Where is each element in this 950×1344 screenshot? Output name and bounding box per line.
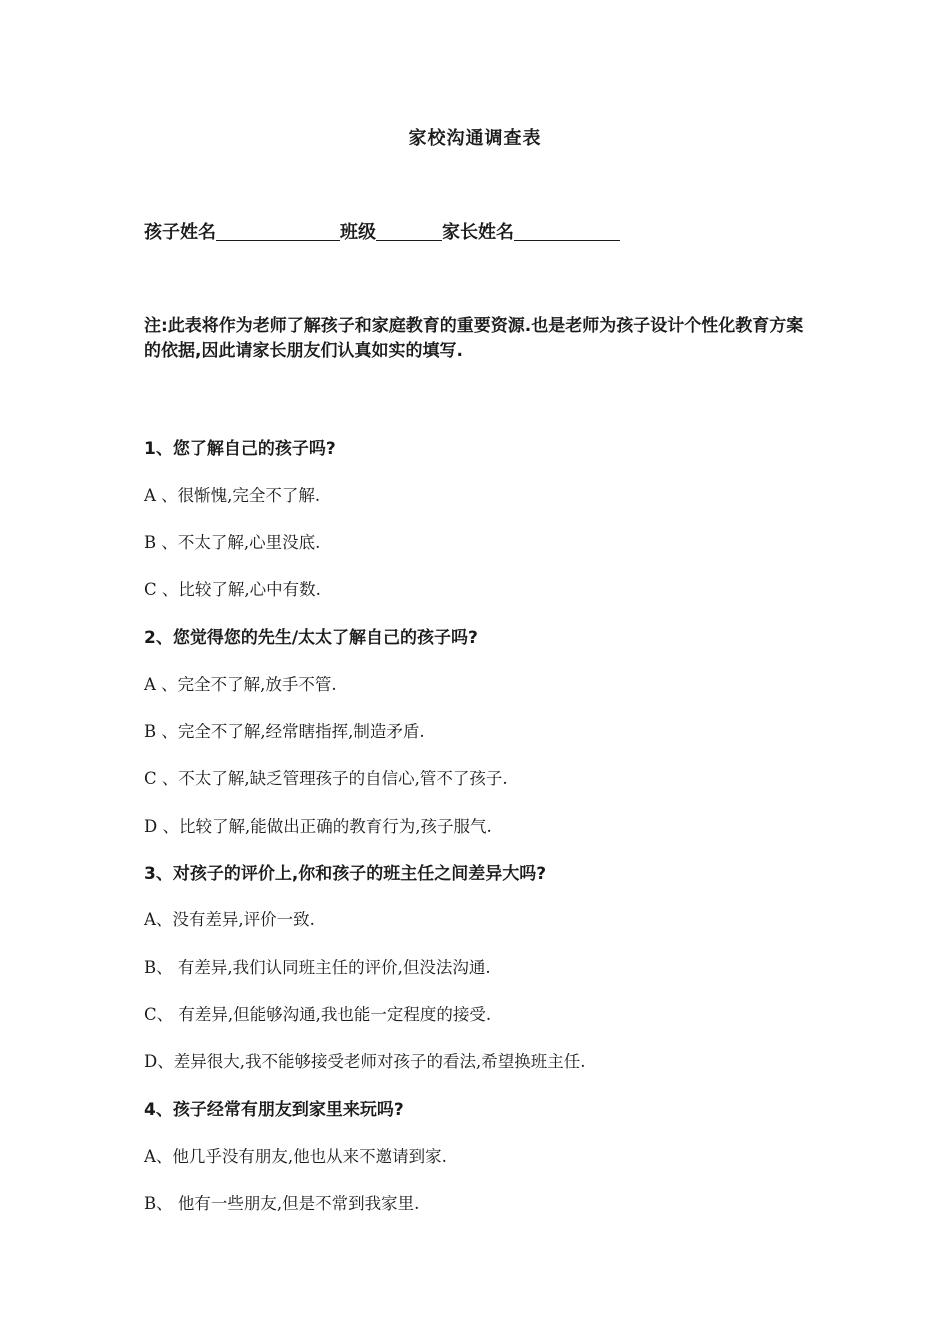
page-title: 家校沟通调查表 (408, 128, 542, 149)
q4-option-b[interactable]: B、 他有一些朋友,但是不常到我家里. (144, 1194, 420, 1213)
child-name-blank[interactable] (216, 220, 340, 241)
q1-option-b[interactable]: B 、不太了解,心里没底. (144, 533, 321, 552)
question-3: 3、对孩子的评价上,你和孩子的班主任之间差异大吗? (144, 864, 547, 884)
class-label: 班级 (340, 222, 376, 243)
q2-option-c[interactable]: C 、不太了解,缺乏管理孩子的自信心,管不了孩子. (144, 769, 508, 788)
q3-option-d[interactable]: D、差异很大,我不能够接受老师对孩子的看法,希望换班主任. (144, 1052, 586, 1071)
q2-option-d[interactable]: D 、比较了解,能做出正确的教育行为,孩子服气. (144, 817, 492, 836)
instruction-note: 注:此表将作为老师了解孩子和家庭教育的重要资源.也是老师为孩子设计个性化教育方案的依据,因此请家长朋友们认真如实的填写. (144, 316, 804, 361)
q1-option-a[interactable]: A 、很惭愧,完全不了解. (144, 486, 321, 505)
question-4: 4、孩子经常有朋友到家里来玩吗? (144, 1100, 404, 1120)
child-name-label: 孩子姓名 (144, 222, 216, 243)
question-1: 1、您了解自己的孩子吗? (144, 439, 336, 459)
q3-option-a[interactable]: A、没有差异,评价一致. (144, 910, 315, 929)
q4-option-a[interactable]: A、他几乎没有朋友,他也从来不邀请到家. (144, 1147, 447, 1166)
q2-option-b[interactable]: B 、完全不了解,经常瞎指挥,制造矛盾. (144, 722, 425, 741)
question-2: 2、您觉得您的先生/太太了解自己的孩子吗? (144, 628, 478, 648)
q3-option-b[interactable]: B、 有差异,我们认同班主任的评价,但没法沟通. (144, 958, 491, 977)
parent-name-label: 家长姓名 (442, 222, 514, 243)
class-blank[interactable] (376, 220, 442, 241)
info-fields (144, 218, 620, 244)
q3-option-c[interactable]: C、 有差异,但能够沟通,我也能一定程度的接受. (144, 1005, 492, 1024)
q1-option-c[interactable]: C 、比较了解,心中有数. (144, 580, 321, 599)
q2-option-a[interactable]: A 、完全不了解,放手不管. (144, 675, 337, 694)
parent-name-blank[interactable] (514, 220, 620, 241)
